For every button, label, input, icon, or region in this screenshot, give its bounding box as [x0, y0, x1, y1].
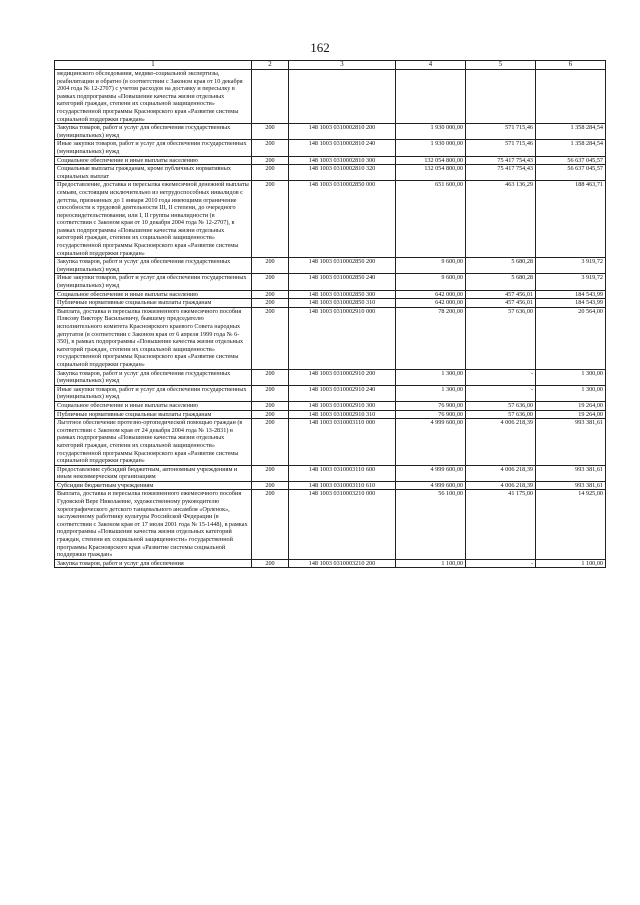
row-kvr: 200	[252, 156, 289, 165]
row-kvr: 200	[252, 165, 289, 181]
row-kvr: 200	[252, 299, 289, 308]
row-amount-remaining: 1 300,00	[536, 369, 606, 385]
row-name: Закупка товаров, работ и услуг для обеспечения государственных (муниципальных) нужд	[55, 124, 252, 140]
row-kvr: 200	[252, 124, 289, 140]
row-amount-plan: 4 999 600,00	[396, 481, 466, 490]
row-name: Социальное обеспечение и иные выплаты населению	[55, 290, 252, 299]
row-kvr: 200	[252, 401, 289, 410]
table-body	[55, 70, 606, 568]
row-code: 148 1003 0310002910 300	[289, 401, 396, 410]
row-kvr: 200	[252, 307, 289, 369]
row-name: Социальные выплаты гражданам, кроме публичных нормативных социальных выплат	[55, 165, 252, 181]
row-amount-remaining: 1 100,00	[536, 559, 606, 568]
row-name: Закупка товаров, работ и услуг для обеспечения государственных (муниципальных) нужд	[55, 258, 252, 274]
row-code: 148 1003 0310002810 240	[289, 140, 396, 156]
row-name: медицинского обследования, медико-социальной экспертизы, реабилитации и обратно (в соответствии с Законом края от 10 декабря 2004 года № 12-2707) с учетом расходов на доставку и пересылку в рамках подпрограммы «Повышение качества жизни отдельных категорий граждан, степени их социальной защищенности» государственной программы Красноярского края «Развитие системы социальной поддержки граждан»	[55, 70, 252, 124]
table-row	[55, 274, 606, 290]
row-amount-plan: 78 200,00	[396, 307, 466, 369]
row-amount-remaining: 20 564,00	[536, 307, 606, 369]
row-amount-executed: 571 715,46	[466, 140, 536, 156]
row-code: 148 1003 0310003110 000	[289, 419, 396, 466]
row-amount-remaining	[536, 70, 606, 124]
row-code: 148 1003 0310003110 600	[289, 465, 396, 481]
row-code: 148 1003 0310002810 300	[289, 156, 396, 165]
row-amount-plan: 132 054 800,00	[396, 165, 466, 181]
table-header-row	[55, 61, 606, 70]
row-amount-executed: 57 636,00	[466, 410, 536, 419]
row-amount-plan: 651 600,00	[396, 181, 466, 258]
table-row	[55, 307, 606, 369]
header-col-2: 2	[252, 61, 289, 70]
row-kvr: 200	[252, 140, 289, 156]
row-amount-executed: -	[466, 559, 536, 568]
row-name: Выплата, доставка и пересылка пожизненного ежемесячного пособия Плясову Виктору Васильевичу, бывшему председателю исполнительного комитета Красноярского краевого Совета народных депутатов (в соответствии с Законом края от 6 апреля 1999 года № 6-350), в рамках подпрограммы «Повышение качества жизни отдельных категорий граждан, степени их социальной защищенности» государственной программы Красноярского края «Развитие системы социальной поддержки граждан»	[55, 307, 252, 369]
row-kvr	[252, 70, 289, 124]
row-amount-executed: -	[466, 369, 536, 385]
table-row	[55, 490, 606, 559]
header-col-1: 1	[55, 61, 252, 70]
table-row	[55, 156, 606, 165]
row-amount-executed: 57 636,00	[466, 401, 536, 410]
row-amount-remaining: 1 300,00	[536, 385, 606, 401]
row-amount-executed: -	[466, 385, 536, 401]
row-code: 148 1003 0310002850 000	[289, 181, 396, 258]
row-amount-remaining: 1 358 284,54	[536, 140, 606, 156]
row-name: Социальное обеспечение и иные выплаты населению	[55, 156, 252, 165]
row-amount-plan: 132 054 800,00	[396, 156, 466, 165]
row-amount-executed: 463 136,29	[466, 181, 536, 258]
row-amount-executed: 75 417 754,43	[466, 165, 536, 181]
row-amount-remaining: 19 264,00	[536, 401, 606, 410]
table-row	[55, 140, 606, 156]
row-amount-executed: 41 175,00	[466, 490, 536, 559]
row-kvr: 200	[252, 369, 289, 385]
row-code: 148 1003 0310002850 240	[289, 274, 396, 290]
row-amount-remaining: 14 925,00	[536, 490, 606, 559]
row-code: 148 1003 0310002810 320	[289, 165, 396, 181]
row-kvr: 200	[252, 290, 289, 299]
table-row	[55, 258, 606, 274]
row-amount-executed: 75 417 754,43	[466, 156, 536, 165]
row-amount-remaining: 993 381,61	[536, 419, 606, 466]
row-amount-remaining: 3 919,72	[536, 274, 606, 290]
row-name: Иные закупки товаров, работ и услуг для обеспечения государственных (муниципальных) нужд	[55, 140, 252, 156]
row-kvr: 200	[252, 181, 289, 258]
row-amount-plan: 4 999 600,00	[396, 419, 466, 466]
table-row	[55, 465, 606, 481]
row-kvr: 200	[252, 274, 289, 290]
row-amount-plan	[396, 70, 466, 124]
table-row	[55, 165, 606, 181]
row-name: Предоставление, доставка и пересылка ежемесячной денежной выплаты семьям, состоящим исключительно из нетрудоспособных инвалидов с детства, признанных до 1 января 2010 года имеющими ограничение способности к трудовой деятельности III, II степени, до очередного переосвидетельствования, или I, II группы инвалидности (в соответствии с Законом края от 10 декабря 2004 года № 12-2707), в рамках подпрограммы «Повышение качества жизни отдельных категорий граждан, степени их социальной защищенности» государственной программы Красноярского края «Развитие системы социальной поддержки граждан»	[55, 181, 252, 258]
row-name: Иные закупки товаров, работ и услуг для обеспечения государственных (муниципальных) нужд	[55, 385, 252, 401]
row-kvr: 200	[252, 410, 289, 419]
row-name: Льготное обеспечение протезно-ортопедической помощью граждан (в соответствии с Законом края от 24 декабря 2004 года № 13-2831) в рамках подпрограммы «Повышение качества жизни отдельных категорий граждан, степени их социальной защищенности» государственной программы Красноярского края «Развитие системы социальной поддержки граждан»	[55, 419, 252, 466]
row-amount-plan: 1 300,00	[396, 369, 466, 385]
table-row	[55, 559, 606, 568]
row-amount-executed: 457 456,01	[466, 299, 536, 308]
table-row	[55, 369, 606, 385]
row-amount-remaining: 993 381,61	[536, 465, 606, 481]
row-amount-plan: 76 900,00	[396, 401, 466, 410]
row-name: Публичные нормативные социальные выплаты гражданам	[55, 410, 252, 419]
header-col-6: 6	[536, 61, 606, 70]
row-amount-remaining: 19 264,00	[536, 410, 606, 419]
row-amount-remaining: 184 543,99	[536, 290, 606, 299]
row-code: 148 1003 0310003210 000	[289, 490, 396, 559]
row-amount-executed: 57 636,00	[466, 307, 536, 369]
row-amount-plan: 642 000,00	[396, 290, 466, 299]
row-code: 148 1003 0310002850 310	[289, 299, 396, 308]
row-amount-executed: 571 715,46	[466, 124, 536, 140]
row-kvr: 200	[252, 258, 289, 274]
row-amount-remaining: 993 381,61	[536, 481, 606, 490]
row-amount-executed: 4 006 218,39	[466, 465, 536, 481]
row-name: Закупка товаров, работ и услуг для обеспечения	[55, 559, 252, 568]
table-row	[55, 385, 606, 401]
header-col-5: 5	[466, 61, 536, 70]
row-code: 148 1003 0310002850 200	[289, 258, 396, 274]
row-name: Субсидии бюджетным учреждениям	[55, 481, 252, 490]
row-code: 148 1003 0310002910 310	[289, 410, 396, 419]
row-amount-executed: 4 006 218,39	[466, 419, 536, 466]
table-row	[55, 290, 606, 299]
row-code: 148 1003 0310003210 200	[289, 559, 396, 568]
row-code: 148 1003 0310003110 610	[289, 481, 396, 490]
row-code	[289, 70, 396, 124]
row-code: 148 1003 0310002910 200	[289, 369, 396, 385]
row-code: 148 1003 0310002850 300	[289, 290, 396, 299]
row-amount-executed	[466, 70, 536, 124]
table-row	[55, 299, 606, 308]
header-col-3: 3	[289, 61, 396, 70]
row-amount-plan: 76 900,00	[396, 410, 466, 419]
row-code: 148 1003 0310002810 200	[289, 124, 396, 140]
row-amount-executed: 5 680,28	[466, 258, 536, 274]
row-amount-plan: 1 930 000,00	[396, 124, 466, 140]
row-name: Социальное обеспечение и иные выплаты населению	[55, 401, 252, 410]
row-kvr: 200	[252, 385, 289, 401]
row-kvr: 200	[252, 481, 289, 490]
page-number: 162	[310, 40, 330, 55]
table-row	[55, 419, 606, 466]
row-amount-remaining: 56 637 045,57	[536, 156, 606, 165]
row-amount-executed: 4 006 218,39	[466, 481, 536, 490]
row-amount-plan: 1 100,00	[396, 559, 466, 568]
row-name: Закупка товаров, работ и услуг для обеспечения государственных (муниципальных) нужд	[55, 369, 252, 385]
row-amount-plan: 9 600,00	[396, 258, 466, 274]
budget-table	[54, 60, 606, 568]
table-row	[55, 401, 606, 410]
row-amount-plan: 9 600,00	[396, 274, 466, 290]
row-amount-remaining: 1 358 284,54	[536, 124, 606, 140]
row-amount-remaining: 3 919,72	[536, 258, 606, 274]
row-amount-plan: 1 300,00	[396, 385, 466, 401]
row-amount-plan: 4 999 600,00	[396, 465, 466, 481]
row-amount-executed: 5 680,28	[466, 274, 536, 290]
row-code: 148 1003 0310002910 240	[289, 385, 396, 401]
row-kvr: 200	[252, 465, 289, 481]
row-kvr: 200	[252, 419, 289, 466]
row-amount-remaining: 56 637 045,57	[536, 165, 606, 181]
row-amount-remaining: 188 463,71	[536, 181, 606, 258]
row-name: Публичные нормативные социальные выплаты гражданам	[55, 299, 252, 308]
row-kvr: 200	[252, 559, 289, 568]
table-row	[55, 481, 606, 490]
row-name: Предоставление субсидий бюджетным, автономным учреждениям и иным некоммерческим организациям	[55, 465, 252, 481]
row-kvr: 200	[252, 490, 289, 559]
row-amount-executed: 457 456,01	[466, 290, 536, 299]
row-code: 148 1003 0310002910 000	[289, 307, 396, 369]
row-amount-remaining: 184 543,99	[536, 299, 606, 308]
header-col-4: 4	[396, 61, 466, 70]
row-name: Иные закупки товаров, работ и услуг для обеспечения государственных (муниципальных) нужд	[55, 274, 252, 290]
row-amount-plan: 642 000,00	[396, 299, 466, 308]
row-amount-plan: 1 930 000,00	[396, 140, 466, 156]
row-amount-plan: 56 100,00	[396, 490, 466, 559]
table-row	[55, 124, 606, 140]
row-name: Выплата, доставка и пересылка пожизненного ежемесячного пособия Гудовской Вере Николаевне, художественному руководителю хореографического детского танцевального ансамбля «Орленок», заслуженному работнику культуры Российской Федерации (в соответствии с Законом края от 17 июля 2001 года № 15-1448), в рамках подпрограммы «Повышение качества жизни отдельных категорий граждан, степени их социальной защищенности» государственной программы Красноярского края «Развитие системы социальной поддержки граждан»	[55, 490, 252, 559]
table-row	[55, 70, 606, 124]
table-row	[55, 181, 606, 258]
table-row	[55, 410, 606, 419]
